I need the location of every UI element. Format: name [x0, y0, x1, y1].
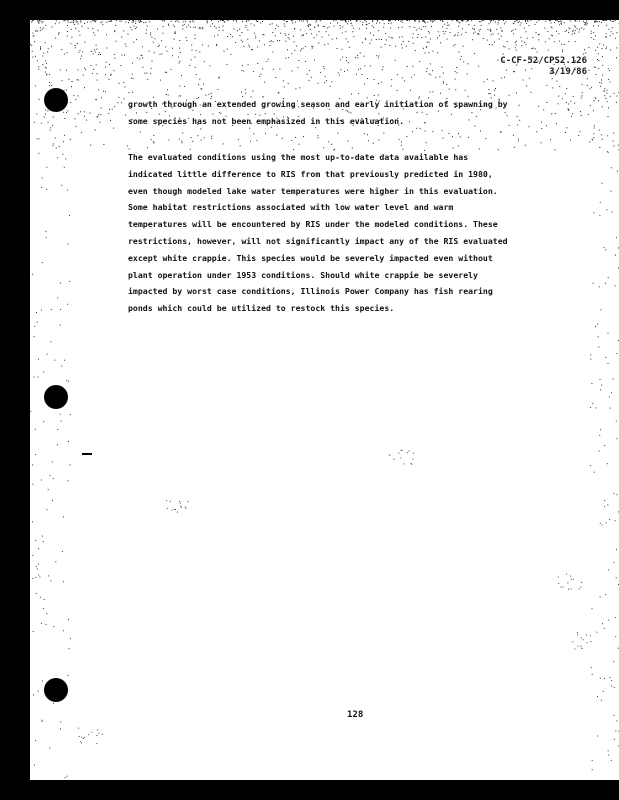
document-reference: C-CF-52/CPS2.126: [500, 56, 587, 66]
document-date: 3/19/86: [549, 67, 587, 77]
text-line: impacted by worst case conditions, Illinois Power Company has fish rearing: [128, 286, 493, 297]
scan-noise-texture: [30, 20, 619, 780]
punch-hole-bottom: [44, 678, 68, 702]
paragraph-1: [128, 96, 573, 130]
text-line: indicated little difference to RIS from that previously predicted in 1980,: [128, 168, 493, 179]
text-line: temperatures will be encountered by RIS under the modeled conditions. These: [128, 219, 498, 230]
punch-hole-top: [44, 88, 68, 112]
text-line: The evaluated conditions using the most up-to-date data available has: [128, 152, 469, 162]
document-page: [30, 20, 619, 780]
text-line: restrictions, however, will not significantly impact any of the RIS evaluated: [128, 235, 508, 246]
text-line: Some habitat restrictions associated with low water level and warm: [128, 202, 454, 213]
margin-mark: [82, 453, 92, 455]
text-line: plant operation under 1953 conditions. Should white crappie be severely: [128, 269, 478, 280]
punch-hole-middle: [44, 385, 68, 409]
document-header: [437, 56, 587, 78]
text-line: some species has not been emphasized in this evaluation.: [128, 115, 405, 126]
text-line: growth through an extended growing season and early initiation of spawning by: [128, 99, 508, 109]
paragraph-2: [128, 149, 573, 317]
scan-bottom-edge: [0, 780, 619, 800]
text-line: except white crappie. This species would be severely impacted even without: [128, 252, 493, 263]
page-number: 128: [347, 710, 364, 720]
text-line: even though modeled lake water temperatures were higher in this evaluation.: [128, 185, 498, 196]
text-line: ponds which could be utilized to restock this species.: [128, 303, 395, 314]
